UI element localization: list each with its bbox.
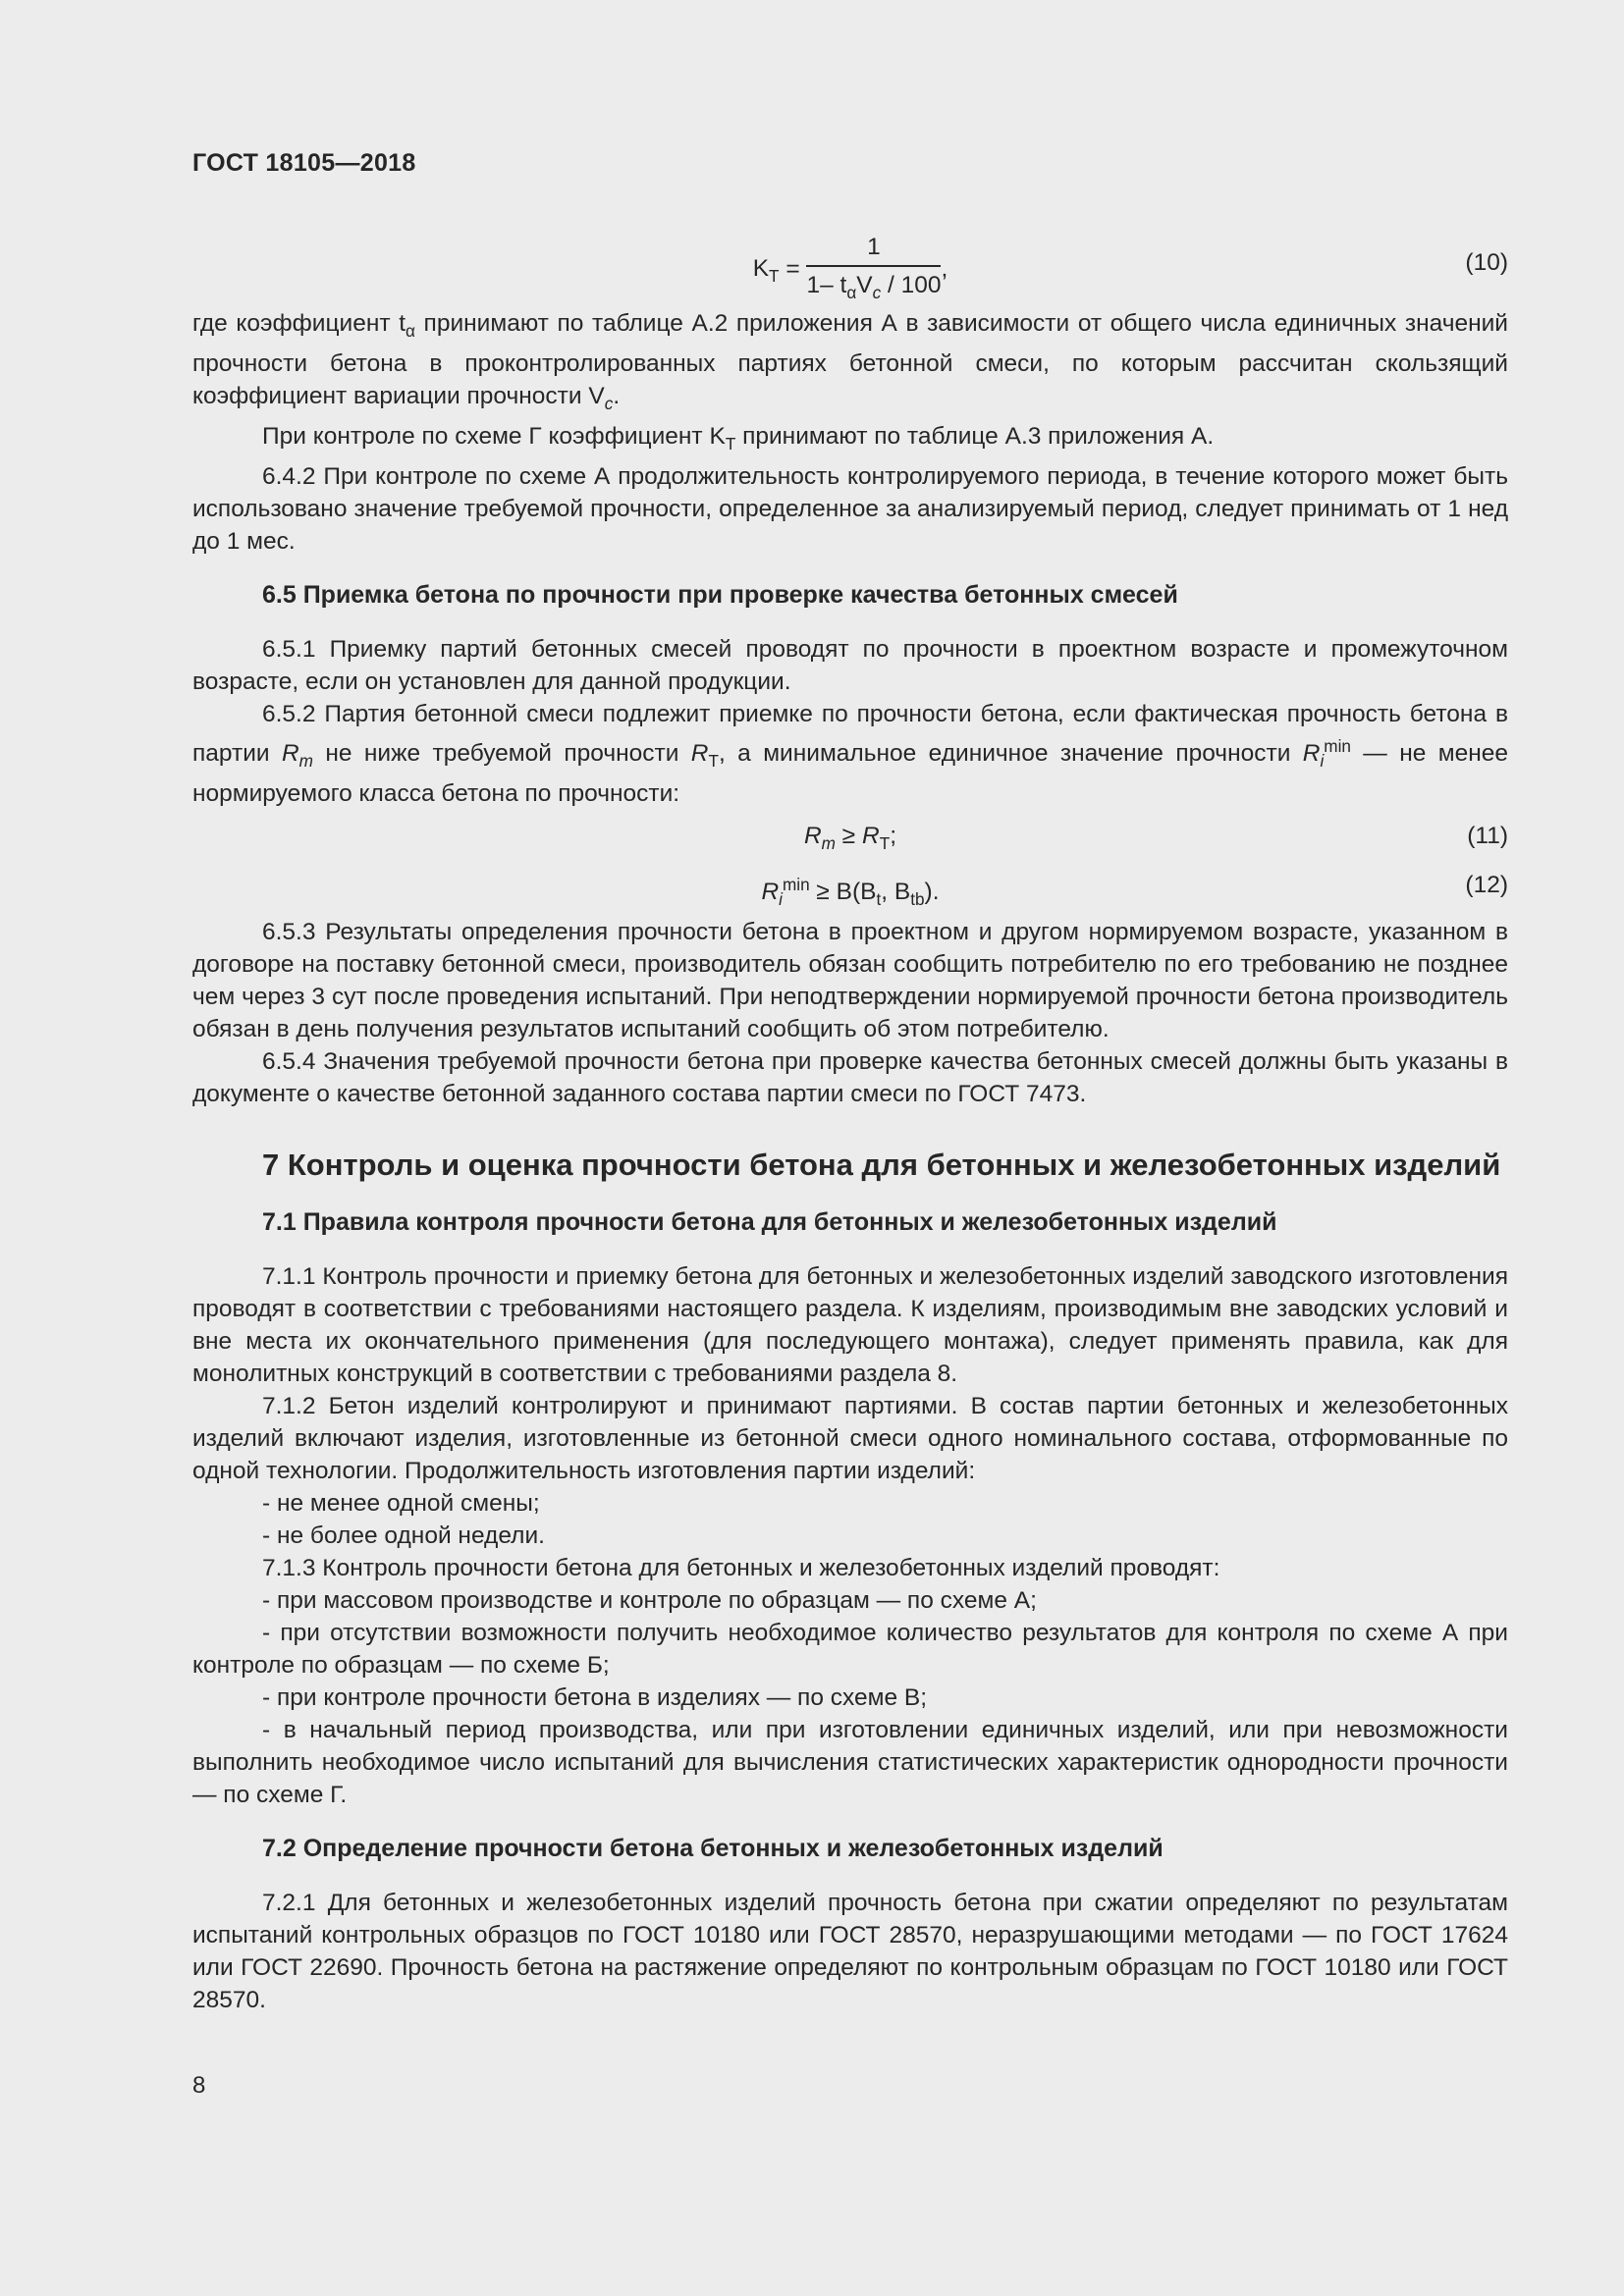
- heading-6-5: 6.5 Приемка бетона по прочности при проверке качества бетонных смесей: [262, 580, 1178, 609]
- heading-7-1: 7.1 Правила контроля прочности бетона для бетонных и железобетонных изделий: [262, 1207, 1277, 1236]
- paragraph-6-5-1: 6.5.1 Приемку партий бетонных смесей проводят по прочности в проектном возрасте и промежуточном возрасте, если он установлен для данной продукции.: [192, 635, 1508, 695]
- list-item: - при массовом производстве и контроле по образцам — по схеме А;: [262, 1586, 1037, 1614]
- formula-10-fraction: $\frac{1}{1- t_\alpha V_c / 100}$: [806, 231, 941, 309]
- paragraph-scheme-g: При контроле по схеме Г коэффициент $K_T$ принимают по таблице А.3 приложения А.: [262, 422, 1215, 454]
- paragraph-7-2-1: 7.2.1 Для бетонных и железобетонных изделий прочность бетона при сжатии определяют по результатам испытаний контрольных образцов по ГОСТ 10180 или ГОСТ 28570, неразрушающими методами — по ГОСТ 17624 или ГОСТ 22690. Прочность бетона на растяжение определяют по контрольным образцам по ГОСТ 10180 или ГОСТ 28570.: [192, 1889, 1508, 2013]
- formula-10-lhs: $K_T$: [752, 255, 780, 287]
- paragraph-7-1-2: 7.1.2 Бетон изделий контролируют и принимают партиями. В состав партии бетонных и железобетонных изделий включают изделия, изготовленные из бетонной смеси одного номинального состава, отформованные по одной технологии. Продолжительность изготовления партии изделий:: [192, 1392, 1508, 1484]
- list-item: - не более одной недели.: [262, 1522, 545, 1549]
- document-code: ГОСТ 18105—2018: [192, 149, 416, 177]
- formula-10-number: (10): [1465, 249, 1508, 276]
- list-item: - в начальный период производства, или при изготовлении единичных изделий, или при невозможности выполнить необходимое число испытаний для вычисления статистических характеристик однородности прочности — по схеме Г.: [192, 1716, 1508, 1808]
- paragraph-6-4-2: 6.4.2 При контроле по схеме А продолжительность контролируемого периода, в течение которого может быть использовано значение требуемой прочности, определенное за анализируемый период, следует принимать от 1 нед до 1 мес.: [192, 462, 1508, 555]
- formula-11: $R_m \ge R_T$; (11): [192, 820, 1508, 859]
- paragraph-6-5-3: 6.5.3 Результаты определения прочности бетона в проектном и другом нормируемом возрасте, указанном в договоре на поставку бетонной смеси, производитель обязан сообщить потребителю по его требованию не позднее чем через 3 сут после проведения испытаний. При неподтверждении нормируемой прочности бетона производитель обязан в день получения результатов испытаний сообщить об этом потребителю.: [192, 918, 1508, 1042]
- list-item: - при контроле прочности бетона в изделиях — по схеме В;: [262, 1683, 928, 1711]
- heading-section-7: 7 Контроль и оценка прочности бетона для бетонных и железобетонных изделий: [262, 1147, 1501, 1182]
- paragraph-7-1-1: 7.1.1 Контроль прочности и приемку бетона для бетонных и железобетонных изделий заводского изготовления проводят в соответствии с требованиями настоящего раздела. К изделиям, производимым вне заводских условий и вне места их окончательного применения (для последующего монтажа), следует применять правила, как для монолитных конструкций в соответствии с требованиями раздела 8.: [192, 1262, 1508, 1387]
- paragraph-6-5-4: 6.5.4 Значения требуемой прочности бетона при проверке качества бетонных смесей должны быть указаны в документе о качестве бетонной заданного состава партии смеси по ГОСТ 7473.: [192, 1047, 1508, 1107]
- paragraph-t-alpha: где коэффициент $t_\alpha$ принимают по таблице А.2 приложения А в зависимости от общего числа единичных значений прочности бетона в проконтролированных партиях бетонной смеси, по которым рассчитан скользящий коэффициент вариации прочности $V_c$.: [192, 310, 1508, 413]
- formula-10: $K_T$ = $\frac{1}{1- t_\alpha V_c / 100}$ , (10): [192, 231, 1508, 307]
- paragraph-7-1-3: 7.1.3 Контроль прочности бетона для бетонных и железобетонных изделий проводят:: [262, 1554, 1220, 1581]
- page-body: [192, 234, 1508, 2016]
- formula-12: $R_i^{min} \ge B(B_t$, $B_{tb}$). (12): [192, 869, 1508, 908]
- paragraph-6-5-2: 6.5.2 Партия бетонной смеси подлежит приемке по прочности бетона, если фактическая прочность бетона в партии $R_m$ не ниже требуемой прочности $R_T$, а минимальное единичное значение прочности $R_i^{min}$ — не менее нормируемого класса бетона по прочности:: [192, 700, 1508, 807]
- list-item: - при отсутствии возможности получить необходимое количество результатов для контроля по схеме А при контроле по образцам — по схеме Б;: [192, 1619, 1508, 1679]
- page-number: 8: [192, 2072, 206, 2099]
- formula-11-number: (11): [1467, 822, 1508, 849]
- heading-7-2: 7.2 Определение прочности бетона бетонных и железобетонных изделий: [262, 1834, 1164, 1862]
- formula-12-number: (12): [1465, 871, 1508, 898]
- list-item: - не менее одной смены;: [262, 1489, 540, 1517]
